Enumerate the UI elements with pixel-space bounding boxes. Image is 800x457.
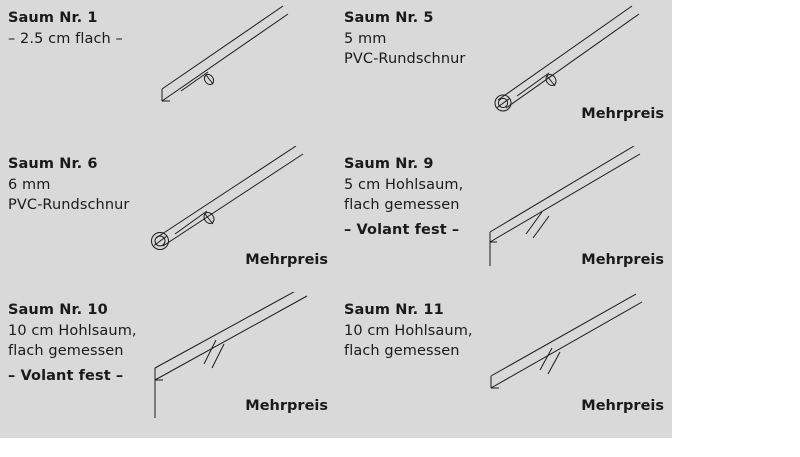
hem-option-title: Saum Nr. 11 (344, 302, 444, 318)
surcharge-label: Mehrpreis (581, 398, 664, 414)
hem-option-title: Saum Nr. 9 (344, 156, 434, 172)
hem-option-text (344, 154, 463, 240)
hem-option-line: 10 cm Hohlsaum, (8, 322, 137, 339)
hem-option-cell (0, 146, 336, 292)
hem-option-text (344, 8, 466, 70)
hem-option-cell (0, 292, 336, 438)
hem-option-line: flach gemessen (344, 343, 460, 360)
hem-option-line: PVC-Rundschnur (344, 51, 466, 68)
hem-option-line: flach gemessen (8, 343, 124, 360)
hem-option-title: Saum Nr. 5 (344, 10, 434, 26)
surcharge-label: Mehrpreis (245, 252, 328, 268)
hem-option-volant: – Volant fest – (344, 221, 460, 238)
hem-option-title: Saum Nr. 10 (8, 302, 108, 318)
surcharge-label: Mehrpreis (581, 106, 664, 122)
hem-option-line: PVC-Rundschnur (8, 197, 130, 214)
hem-option-line: – 2.5 cm flach – (8, 30, 123, 47)
hem-option-text (8, 300, 137, 386)
hem-option-volant: – Volant fest – (8, 367, 124, 384)
hem-option-text (344, 300, 473, 362)
hem-option-cell (336, 292, 672, 438)
hem-option-line: 5 mm (344, 30, 387, 47)
hem-option-line: 10 cm Hohlsaum, (344, 322, 473, 339)
hem-option-line: 5 cm Hohlsaum, (344, 176, 464, 193)
hem-option-text (8, 8, 123, 49)
hem-option-line: 6 mm (8, 176, 51, 193)
surcharge-label: Mehrpreis (245, 398, 328, 414)
hem-option-title: Saum Nr. 1 (8, 10, 98, 26)
hem-option-cell (0, 0, 336, 146)
surcharge-label: Mehrpreis (581, 252, 664, 268)
hem-option-cell (336, 146, 672, 292)
hem-option-title: Saum Nr. 6 (8, 156, 98, 172)
hem-option-cell (336, 0, 672, 146)
hem-option-text (8, 154, 130, 216)
hem-option-line: flach gemessen (344, 197, 460, 214)
